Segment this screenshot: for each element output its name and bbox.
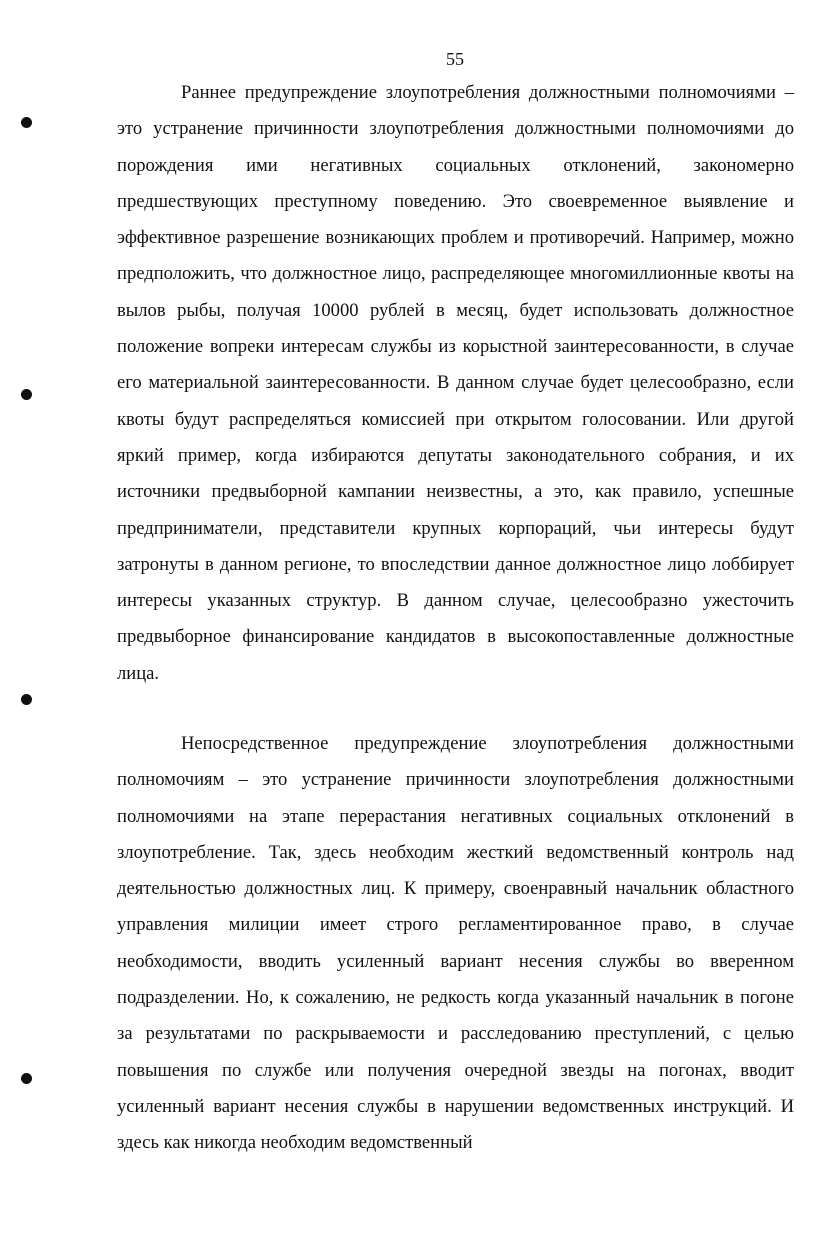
body-text-block bbox=[117, 75, 794, 692]
binding-hole-mark bbox=[21, 389, 32, 400]
binding-hole-mark bbox=[21, 1073, 32, 1084]
binding-hole-mark bbox=[21, 694, 32, 705]
body-text-block bbox=[117, 726, 794, 1162]
paragraph-direct-prevention: Непосредственное предупреждение злоупотребления должностными полномочиям – это устранение причинности злоупотребления должностными полномочиями на этапе перерастания негативных социальных отклонений в злоупотребление. Так, здесь необходим жесткий ведомственный контроль над деятельностью должностных лиц. К примеру, своенравный начальник областного управления милиции имеет строго регламентированное право, в случае необходимости, вводить усиленный вариант несения службы во вверенном подразделении. Но, к сожалению, не редкость когда указанный начальник в погоне за результатами по раскрываемости и расследованию преступлений, с целью повышения по службе или получения очередной звезды на погонах, вводит усиленный вариант несения службы в нарушении ведомственных инструкций. И здесь как никогда необходим ведомственный bbox=[117, 733, 794, 1154]
binding-hole-mark bbox=[21, 117, 32, 128]
page-number: 55 bbox=[446, 49, 464, 69]
paragraph-early-prevention: Раннее предупреждение злоупотребления должностными полномочиями – это устранение причинности злоупотребления должностными полномочиями до порождения ими негативных социальных отклонений, закономерно предшествующих преступному поведению. Это своевременное выявление и эффективное разрешение возникающих проблем и противоречий. Например, можно предположить, что должностное лицо, распределяющее многомиллионные квоты на вылов рыбы, получая 10000 рублей в месяц, будет использовать должностное положение вопреки интересам службы из корыстной заинтересованности, в случае его материальной заинтересованности. В данном случае будет целесообразно, если квоты будут распределяться комиссией при открытом голосовании. Или другой яркий пример, когда избираются депутаты законодательного собрания, и их источники предвыборной кампании неизвестны, а это, как правило, успешные предприниматели, представители крупных корпораций, чьи интересы будут затронуты в данном регионе, то впоследствии данное должностное лицо лоббирует интересы указанных структур. В данном случае, целесообразно ужесточить предвыборное финансирование кандидатов в высокопоставленные должностные лица. bbox=[117, 82, 794, 684]
